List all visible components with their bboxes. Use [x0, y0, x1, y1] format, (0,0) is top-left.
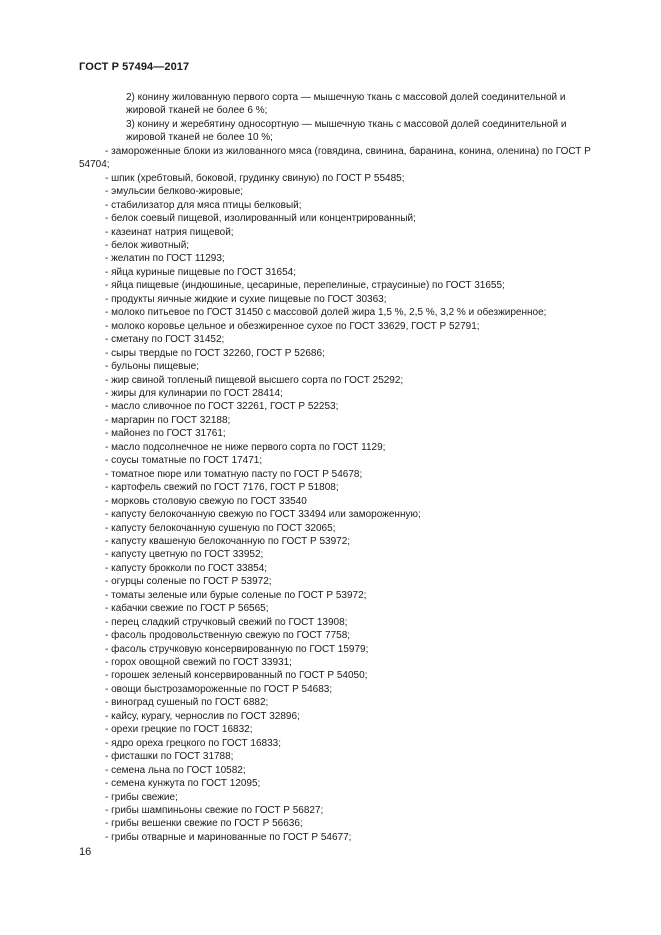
list-item: - жир свиной топленый пищевой высшего сорта по ГОСТ 25292;: [105, 374, 404, 386]
list-item: - капусту цветную по ГОСТ 33952;: [105, 549, 264, 561]
list-item: - сыры твердые по ГОСТ 32260, ГОСТ Р 52686;: [105, 347, 325, 359]
list-item: - томаты зеленые или бурые соленые по ГОСТ Р 53972;: [105, 589, 367, 601]
list-item: - орехи грецкие по ГОСТ 16832;: [105, 724, 253, 736]
list-item: - фасоль стручковую консервированную по ГОСТ 15979;: [105, 643, 369, 655]
list-item: - стабилизатор для мяса птицы белковый;: [105, 199, 302, 211]
list-item: - яйца пищевые (индюшиные, цесариные, перепелиные, страусиные) по ГОСТ 31655;: [105, 280, 505, 292]
list-item: - казеинат натрия пищевой;: [105, 226, 234, 238]
list-item: - фисташки по ГОСТ 31788;: [105, 751, 234, 763]
list-item: - фасоль продовольственную свежую по ГОСТ 7758;: [105, 630, 351, 642]
list-item: - масло подсолнечное не ниже первого сорта по ГОСТ 1129;: [105, 441, 386, 453]
list-item: - молоко коровье цельное и обезжиренное сухое по ГОСТ 33629, ГОСТ Р 52791;: [105, 320, 480, 332]
list-item: - масло сливочное по ГОСТ 32261, ГОСТ Р 52253;: [105, 401, 339, 413]
list-item: - жиры для кулинарии по ГОСТ 28414;: [105, 387, 283, 399]
list-item: - молоко питьевое по ГОСТ 31450 с массовой долей жира 1,5 %, 2,5 %, 3,2 % и обезжиренное;: [105, 307, 547, 319]
list-item: - семена кунжута по ГОСТ 12095;: [105, 778, 261, 790]
list-item: - соусы томатные по ГОСТ 17471;: [105, 455, 263, 467]
list-item: - белок соевый пищевой, изолированный или концентрированный;: [105, 213, 416, 225]
list-item: - белок животный;: [105, 239, 190, 251]
ingredient-list: [79, 172, 619, 845]
list-item: - виноград сушеный по ГОСТ 6882;: [105, 697, 269, 709]
list-item: - томатное пюре или томатную пасту по ГОСТ Р 54678;: [105, 468, 363, 480]
list-item: - капусту белокочанную свежую по ГОСТ 33494 или замороженную;: [105, 509, 421, 521]
list-item: - грибы свежие;: [105, 791, 178, 803]
list-item: - эмульсии белково-жировые;: [105, 186, 244, 198]
list-item: - капусту квашеную белокочанную по ГОСТ Р 53972;: [105, 535, 351, 547]
list-item: - сметану по ГОСТ 31452;: [105, 334, 225, 346]
list-item: - продукты яичные жидкие и сухие пищевые по ГОСТ 30363;: [105, 293, 387, 305]
list-item: - майонез по ГОСТ 31761;: [105, 428, 226, 440]
list-item: - бульоны пищевые;: [105, 361, 200, 373]
list-item: - овощи быстрозамороженные по ГОСТ Р 54683;: [105, 683, 333, 695]
list-item: - грибы шампиньоны свежие по ГОСТ Р 56827;: [105, 805, 324, 817]
list-item: - желатин по ГОСТ 11293;: [105, 253, 225, 265]
page-number: 16: [79, 846, 92, 858]
list-item: - кайсу, курагу, чернослив по ГОСТ 32896;: [105, 710, 300, 722]
list-item: - морковь столовую свежую по ГОСТ 33540: [105, 495, 307, 507]
list-item: - грибы отварные и маринованные по ГОСТ Р 54677;: [105, 831, 352, 843]
list-item: - яйца куриные пищевые по ГОСТ 31654;: [105, 266, 297, 278]
list-item: - кабачки свежие по ГОСТ Р 56565;: [105, 603, 269, 615]
list-item: - шпик (хребтовый, боковой, грудинку свиную) по ГОСТ Р 55485;: [105, 172, 405, 184]
list-item: - перец сладкий стручковый свежий по ГОСТ 13908;: [105, 616, 348, 628]
sub-item-continuation: жировой тканей не более 6 %;: [126, 105, 268, 117]
list-item: - капусту белокочанную сушеную по ГОСТ 32065;: [105, 522, 336, 534]
sub-item: 3) конину и жеребятину односортную — мышечную ткань с массовой долей соединительной и: [126, 118, 567, 130]
sub-item-continuation: жировой тканей не более 10 %;: [126, 132, 273, 144]
list-item: - маргарин по ГОСТ 32188;: [105, 414, 231, 426]
list-item: - семена льна по ГОСТ 10582;: [105, 764, 246, 776]
list-item: - горох овощной свежий по ГОСТ 33931;: [105, 657, 292, 669]
document-header: ГОСТ Р 57494—2017: [79, 61, 190, 73]
list-item: - огурцы соленые по ГОСТ Р 53972;: [105, 576, 272, 588]
list-item: - капусту брокколи по ГОСТ 33854;: [105, 562, 268, 574]
list-item: - картофель свежий по ГОСТ 7176, ГОСТ Р 51808;: [105, 482, 339, 494]
list-paragraph: - замороженные блоки из жилованного мяса (говядина, свинина, баранина, конина, оленина) по ГОСТ Р 54704;: [79, 145, 591, 171]
list-item: - грибы вешенки свежие по ГОСТ Р 56636;: [105, 818, 303, 830]
sub-item: 2) конину жилованную первого сорта — мышечную ткань с массовой долей соединительной и: [126, 92, 566, 103]
document-body: [79, 91, 619, 844]
list-item: - ядро ореха грецкого по ГОСТ 16833;: [105, 737, 282, 749]
list-item: - горошек зеленый консервированный по ГОСТ Р 54050;: [105, 670, 368, 682]
